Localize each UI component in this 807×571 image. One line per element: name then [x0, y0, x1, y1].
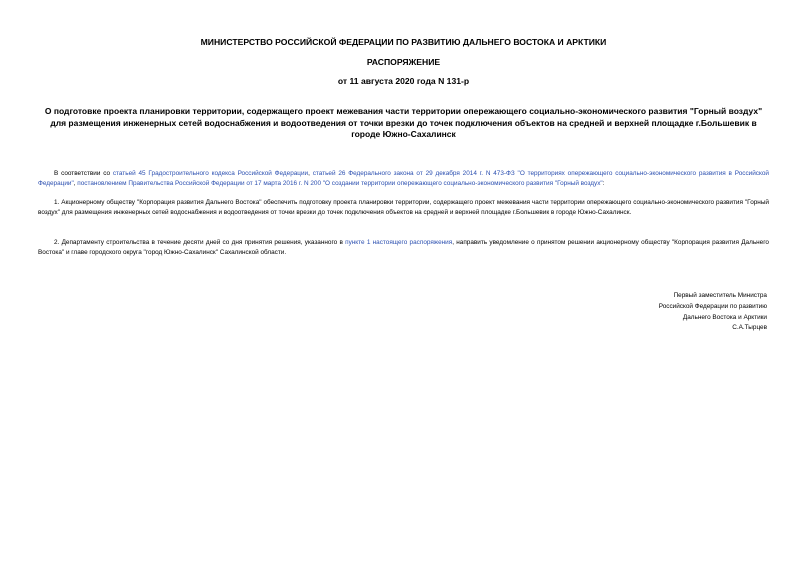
item-2-text: , направить уведомление о принятом решении акционерному обществу "Корпорация развития Дальнего Востока" и главе городского округа "город Южно-Сахалинск" Сахалинской области.: [38, 239, 769, 256]
preamble-text: В соответствии со: [54, 170, 113, 177]
preamble-text: ,: [73, 179, 78, 187]
signature-position-line: Дальнего Востока и Арктики: [682, 313, 767, 321]
link-federal-law-473[interactable]: статьей 26 Федерального закона от 29 декабря 2014 г. N 473-ФЗ "О территориях опережающего социально-экономического развития в Российской Федерации": [38, 170, 769, 187]
document-title: О подготовке проекта планировки территории, содержащего проект межевания части территории опережающего социально-экономического развития "Горный воздух" для размещения инженерных сетей водоснабжения и водоотведения от точки врезки до точек подключения объектов на средней и верхней площадке г.Большевик в городе Южно-Сахалинск: [44, 106, 763, 139]
link-postanovlenie-200[interactable]: постановлением Правительства Российской Федерации от 17 марта 2016 г. N 200 "О создании территории опережающего социально-экономического развития "Горный воздух": [77, 179, 603, 187]
document-date: от 11 августа 2020 года N 131-р: [337, 76, 470, 86]
ministry-header: МИНИСТЕРСТВО РОССИЙСКОЙ ФЕДЕРАЦИИ ПО РАЗВИТИЮ ДАЛЬНЕГО ВОСТОКА И АРКТИКИ: [200, 37, 607, 47]
preamble-text: :: [602, 179, 605, 187]
item-2-text: 2. Департаменту строительства в течение десяти дней со дня принятия решения, указанного в: [54, 239, 346, 246]
signature-position-line: Российской Федерации по развитию: [658, 302, 767, 310]
signatory-name: С.А.Тырцев: [732, 324, 767, 332]
preamble-text: ,: [308, 170, 313, 177]
link-punkt-1[interactable]: пункте 1 настоящего распоряжения: [345, 239, 453, 246]
signature-position-line: Первый заместитель Министра: [673, 292, 767, 299]
item-1-paragraph: 1. Акционерному обществу "Корпорация развития Дальнего Востока" обеспечить подготовку проекта планировки территории, содержащего проект межевания части территории опережающего социально-экономического развития "Горный воздух" для размещения инженерных сетей водоснабжения и водоотведения от точки врезки до точек подключения объектов на средней и верхней площадке г.Большевик в городе Южно-Сахалинск.: [38, 199, 769, 216]
signature-block: [659, 291, 767, 334]
preamble-paragraph: [38, 169, 769, 188]
link-gradostroitelny-kodeks[interactable]: статьей 45 Градостроительного кодекса Российской Федерации: [112, 170, 309, 177]
document-type: РАСПОРЯЖЕНИЕ: [366, 57, 441, 67]
item-2-paragraph: [38, 238, 769, 257]
